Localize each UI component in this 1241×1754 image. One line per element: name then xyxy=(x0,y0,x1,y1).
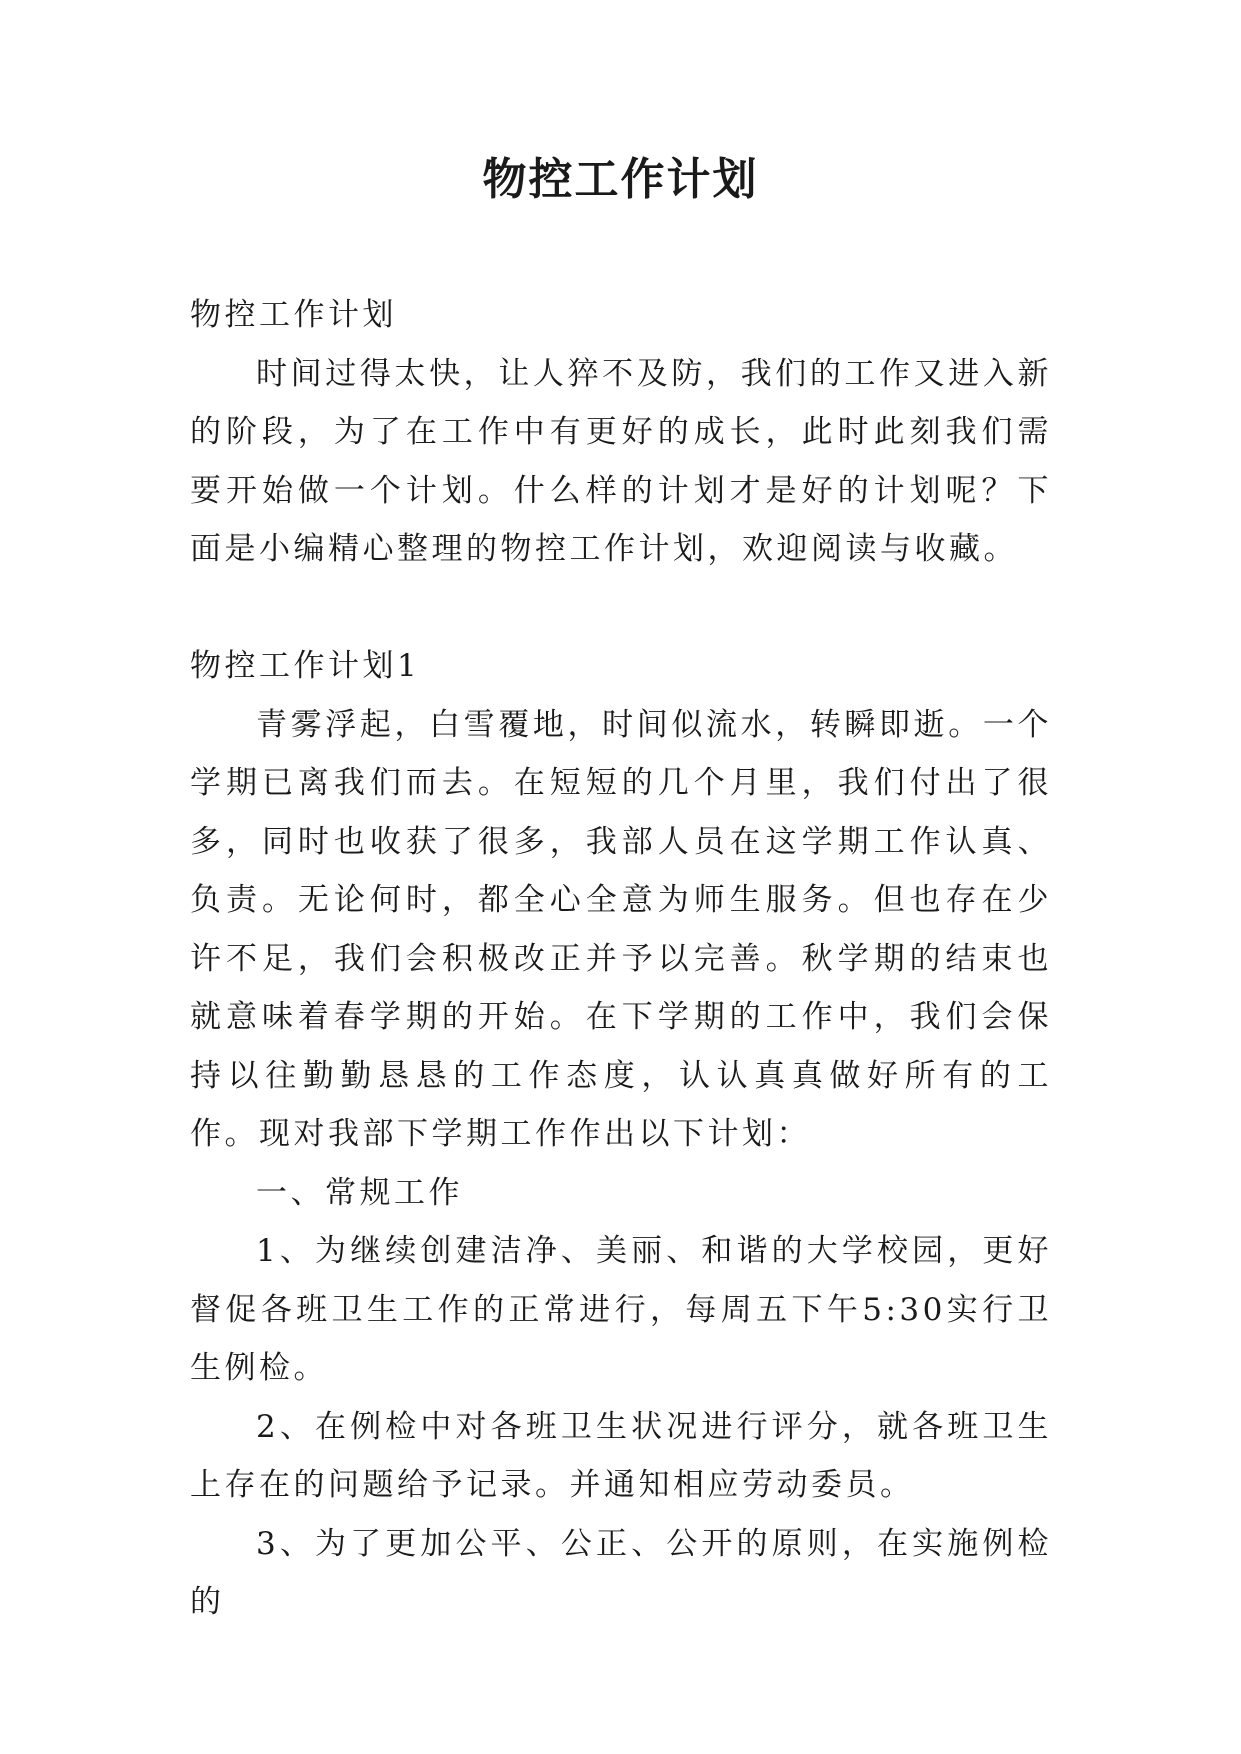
list-item: 1、为继续创建洁净、美丽、和谐的大学校园，更好督促各班卫生工作的正常进行，每周五下午5:30实行卫生例检。 xyxy=(190,1233,1052,1386)
intro-paragraph: 时间过得太快，让人猝不及防，我们的工作又进入新的阶段，为了在工作中有更好的成长，此时此刻我们需要开始做一个计划。什么样的计划才是好的计划呢？下面是小编精心整理的物控工作计划，欢迎阅读与收藏。 xyxy=(190,355,1052,567)
section1-paragraph: 青雾浮起，白雪覆地，时间似流水，转瞬即逝。一个学期已离我们而去。在短短的几个月里，我们付出了很多，同时也收获了很多，我部人员在这学期工作认真、负责。无论何时，都全心全意为师生服务。但也存在少许不足，我们会积极改正并予以完善。秋学期的结束也就意味着春学期的开始。在下学期的工作中，我们会保持以往勤勤恳恳的工作态度，认认真真做好所有的工作。现对我部下学期工作作出以下计划： xyxy=(190,706,1052,1152)
routine-work-heading: 一、常规工作 xyxy=(256,1174,463,1211)
list-item: 2、在例检中对各班卫生状况进行评分，就各班卫生上存在的问题给予记录。并通知相应劳动委员。 xyxy=(190,1408,1052,1503)
list-item: 3、为了更加公平、公正、公开的原则，在实施例检的 xyxy=(190,1525,1052,1620)
document-title: 物控工作计划 xyxy=(482,154,759,205)
document-body xyxy=(190,286,1052,1632)
section1-heading: 物控工作计划1 xyxy=(190,648,421,684)
document-subtitle: 物控工作计划 xyxy=(190,297,397,333)
